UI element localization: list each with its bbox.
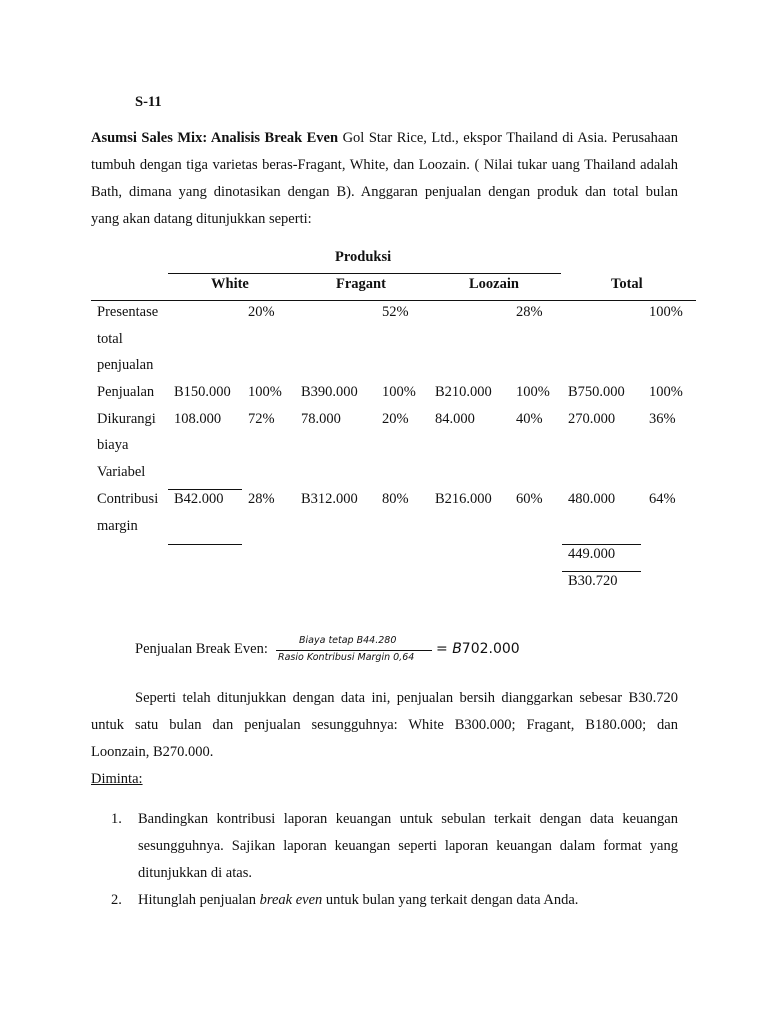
- cell-penjualan-loozain-pct: 100%: [516, 384, 550, 400]
- cell-dikurangi-total-pct: 36%: [649, 411, 676, 427]
- row-label-kontribusi-1: Contribusi: [97, 491, 159, 507]
- row-label-presentase-1: Presentase: [97, 304, 159, 320]
- requirement-2-line-1: Hitunglah penjualan break even untuk bulan yang terkait dengan data Anda.: [138, 892, 579, 908]
- summary-paragraph: [91, 685, 678, 766]
- cell-dikurangi-white: 108.000: [174, 411, 222, 427]
- cell-dikurangi-total: 270.000: [568, 411, 616, 427]
- col-header-white: White: [211, 276, 249, 292]
- row-label-dikurangi-1: Dikurangi: [97, 411, 156, 427]
- table-top-rule: [91, 300, 696, 301]
- cell-presentase-loozain: 28%: [516, 304, 543, 320]
- cell-penjualan-loozain: B210.000: [435, 384, 492, 400]
- requirement-item-1: [91, 806, 678, 887]
- currency-symbol: B: [452, 641, 462, 657]
- cell-presentase-fragant: 52%: [382, 304, 409, 320]
- cell-kontribusi-total: 480.000: [568, 491, 616, 507]
- cell-kontribusi-white-pct: 28%: [248, 491, 275, 507]
- result-value: 702.000: [461, 641, 520, 657]
- cell-penjualan-fragant-pct: 100%: [382, 384, 416, 400]
- row-label-kontribusi-2: margin: [97, 518, 138, 534]
- break-even-emphasis: break even: [259, 892, 323, 908]
- intro-line-2: tumbuh dengan tiga varietas beras-Fragant, White, dan Loozain. ( Nilai tukar uang Thailand adalah: [91, 157, 678, 173]
- fraction-denominator: Rasio Kontribusi Margin 0,64: [278, 652, 415, 663]
- summary-line-2: untuk satu bulan dan penjualan sesungguhnya: White B300.000; Fragant, B180.000; dan: [91, 717, 678, 733]
- requirement-1-line-1: Bandingkan kontribusi laporan keuangan untuk sebulan terkait dengan data keuangan: [138, 811, 678, 827]
- diminta-heading: Diminta:: [91, 771, 143, 787]
- document-code: S-11: [135, 94, 162, 110]
- fraction-bar: [276, 650, 432, 651]
- total-rule-1: [562, 544, 641, 545]
- col-header-loozain: Loozain: [469, 276, 519, 292]
- cell-extra-fixed: 449.000: [568, 546, 616, 562]
- header-rule: [168, 273, 561, 274]
- total-rule-white: [168, 544, 242, 545]
- cell-dikurangi-fragant-pct: 20%: [382, 411, 409, 427]
- cell-dikurangi-loozain: 84.000: [435, 411, 475, 427]
- row-label-penjualan: Penjualan: [97, 384, 155, 400]
- cell-penjualan-fragant: B390.000: [301, 384, 358, 400]
- requirement-number-1: 1.: [111, 811, 122, 827]
- cell-kontribusi-fragant: B312.000: [301, 491, 358, 507]
- cell-dikurangi-fragant: 78.000: [301, 411, 341, 427]
- cell-kontribusi-loozain: B216.000: [435, 491, 492, 507]
- cell-penjualan-total-pct: 100%: [649, 384, 683, 400]
- intro-title: Asumsi Sales Mix: Analisis Break Even: [91, 130, 339, 146]
- cell-penjualan-white-pct: 100%: [248, 384, 282, 400]
- requirement-1-line-2: sesungguhnya. Sajikan laporan keuangan seperti laporan keuangan dalam format yang: [138, 838, 678, 854]
- cell-dikurangi-loozain-pct: 40%: [516, 411, 543, 427]
- requirements-list: [91, 806, 678, 914]
- fraction-numerator: Biaya tetap B44.280: [299, 635, 397, 646]
- cell-kontribusi-total-pct: 64%: [649, 491, 676, 507]
- col-header-total: Total: [611, 276, 643, 292]
- intro-line-3: Bath, dimana yang dinotasikan dengan B). Anggaran penjualan dengan produk dan total bulan: [91, 184, 678, 200]
- equation-result: [436, 641, 520, 657]
- col-header-fragant: Fragant: [336, 276, 386, 292]
- row-label-presentase-2: total: [97, 331, 123, 347]
- intro-line-1: Asumsi Sales Mix: Analisis Break Even Gol Star Rice, Ltd., ekspor Thailand di Asia. Perusahaan: [91, 130, 678, 146]
- cell-presentase-total: 100%: [649, 304, 683, 320]
- total-rule-2: [562, 571, 641, 572]
- cell-kontribusi-loozain-pct: 60%: [516, 491, 543, 507]
- requirement-number-2: 2.: [111, 892, 122, 908]
- cell-kontribusi-white: B42.000: [174, 491, 224, 507]
- cell-penjualan-white: B150.000: [174, 384, 231, 400]
- summary-line-3: Loonzain, B270.000.: [91, 744, 214, 760]
- equals-sign: =: [436, 641, 448, 657]
- break-even-label: Penjualan Break Even:: [135, 641, 268, 657]
- subtotal-rule-white: [168, 489, 242, 490]
- cell-dikurangi-white-pct: 72%: [248, 411, 275, 427]
- cell-presentase-white: 20%: [248, 304, 275, 320]
- cell-extra-net: B30.720: [568, 573, 618, 589]
- table-group-header: Produksi: [335, 249, 392, 265]
- row-label-presentase-3: penjualan: [97, 357, 154, 373]
- requirement-item-2: [91, 887, 678, 914]
- row-label-dikurangi-3: Variabel: [97, 464, 146, 480]
- requirement-1-line-3: ditunjukkan di atas.: [138, 865, 252, 881]
- cell-kontribusi-fragant-pct: 80%: [382, 491, 409, 507]
- row-label-dikurangi-2: biaya: [97, 437, 129, 453]
- cell-penjualan-total: B750.000: [568, 384, 625, 400]
- summary-line-1: Seperti telah ditunjukkan dengan data ini, penjualan bersih dianggarkan sebesar B30.720: [135, 690, 678, 706]
- intro-line-4: yang akan datang ditunjukkan seperti:: [91, 211, 312, 227]
- intro-paragraph: [91, 125, 678, 233]
